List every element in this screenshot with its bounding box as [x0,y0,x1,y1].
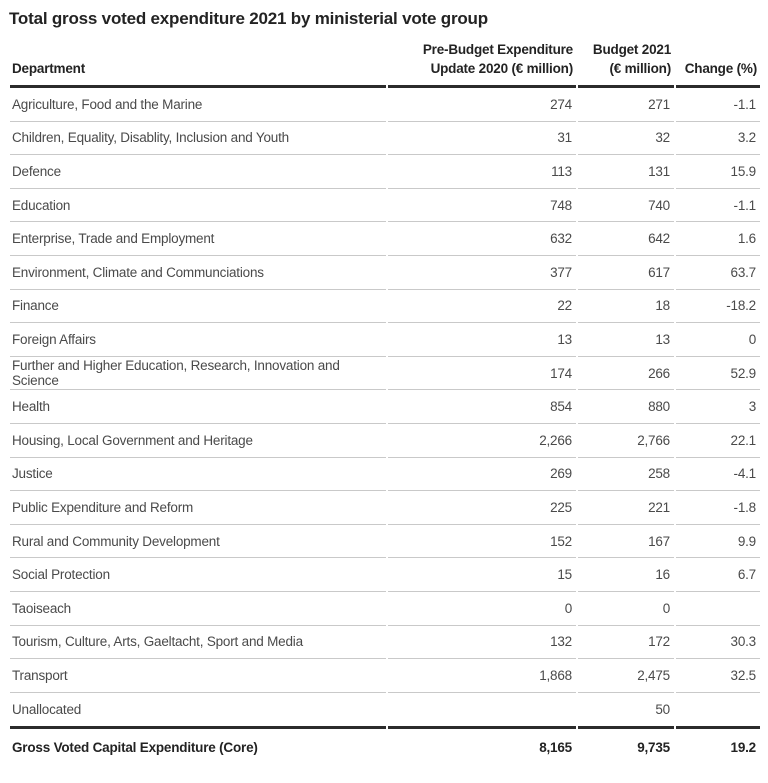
table-row [10,357,760,391]
total-budget-value: 9,735 [578,726,674,767]
budget-cell: 642 [578,222,674,256]
change-cell: -1.1 [676,88,760,122]
department-cell: Foreign Affairs [10,323,386,357]
pre-budget-cell: 274 [388,88,576,122]
table-row [10,424,760,458]
col-header-budget [578,36,674,88]
department-cell: Environment, Climate and Communciations [10,256,386,290]
budget-cell: 0 [578,592,674,626]
change-cell: 22.1 [676,424,760,458]
table-row [10,290,760,324]
table-row [10,323,760,357]
change-cell: 3.2 [676,122,760,156]
total-label: Gross Voted Capital Expenditure (Core) [10,726,386,767]
budget-cell: 172 [578,626,674,660]
department-cell: Education [10,189,386,223]
budget-cell: 266 [578,357,674,391]
table-row [10,693,760,727]
pre-budget-cell: 15 [388,558,576,592]
budget-cell: 131 [578,155,674,189]
pre-budget-cell: 22 [388,290,576,324]
pre-budget-cell: 113 [388,155,576,189]
department-cell: Public Expenditure and Reform [10,491,386,525]
pre-budget-cell [388,693,576,727]
change-cell: 1.6 [676,222,760,256]
table-row [10,558,760,592]
change-cell: -18.2 [676,290,760,324]
table-row [10,155,760,189]
change-cell: 63.7 [676,256,760,290]
table-row [10,659,760,693]
budget-cell: 32 [578,122,674,156]
department-cell: Social Protection [10,558,386,592]
col-header-budget-line1: Budget 2021 [592,42,671,57]
col-header-pre-budget-line2: Update 2020 (€ million) [430,61,573,76]
col-header-pre-budget-line1: Pre-Budget Expenditure [422,42,573,57]
table-row [10,458,760,492]
department-cell: Health [10,390,386,424]
pre-budget-cell: 13 [388,323,576,357]
budget-cell: 258 [578,458,674,492]
total-pre-budget-value: 8,165 [388,726,576,767]
table-row [10,189,760,223]
budget-cell: 2,766 [578,424,674,458]
budget-cell: 13 [578,323,674,357]
table-row [10,592,760,626]
budget-cell: 167 [578,525,674,559]
table-row [10,122,760,156]
department-cell: Justice [10,458,386,492]
change-cell: 15.9 [676,155,760,189]
pre-budget-cell: 152 [388,525,576,559]
pre-budget-cell: 132 [388,626,576,660]
pre-budget-cell: 174 [388,357,576,391]
budget-cell: 271 [578,88,674,122]
table-row [10,222,760,256]
col-header-change-label: Change (%) [684,61,757,76]
department-cell: Finance [10,290,386,324]
total-row [10,726,760,767]
table-row [10,626,760,660]
table-row [10,88,760,122]
pre-budget-cell: 1,868 [388,659,576,693]
budget-cell: 16 [578,558,674,592]
page-title: Total gross voted expenditure 2021 by ministerial vote group [9,9,488,28]
pre-budget-cell: 854 [388,390,576,424]
change-cell: -1.8 [676,491,760,525]
change-cell: 52.9 [676,357,760,391]
change-cell: 3 [676,390,760,424]
table-row [10,491,760,525]
pre-budget-cell: 377 [388,256,576,290]
change-cell [676,693,760,727]
expenditure-table [8,36,762,767]
pre-budget-cell: 0 [388,592,576,626]
change-cell: 9.9 [676,525,760,559]
table-footer [10,726,760,767]
change-cell: 30.3 [676,626,760,660]
pre-budget-cell: 632 [388,222,576,256]
table-row [10,525,760,559]
department-cell: Transport [10,659,386,693]
table-row [10,256,760,290]
pre-budget-cell: 225 [388,491,576,525]
change-cell: 32.5 [676,659,760,693]
budget-cell: 50 [655,701,670,717]
budget-cell: 18 [578,290,674,324]
pre-budget-cell: 748 [388,189,576,223]
table-header [10,36,760,88]
budget-cell: 617 [578,256,674,290]
col-header-change [676,36,760,88]
col-header-budget-line2: (€ million) [609,61,671,76]
change-cell: -1.1 [676,189,760,223]
department-cell: Enterprise, Trade and Employment [10,222,386,256]
change-cell: 6.7 [676,558,760,592]
department-cell: Unallocated [12,701,82,717]
department-cell: Children, Equality, Disablity, Inclusion and Youth [10,122,386,156]
department-cell: Defence [10,155,386,189]
department-cell: Rural and Community Development [10,525,386,559]
pre-budget-cell: 31 [388,122,576,156]
total-change-value: 19.2 [676,726,760,767]
budget-cell: 221 [578,491,674,525]
col-header-department [10,36,386,88]
department-cell: Housing, Local Government and Heritage [10,424,386,458]
budget-cell: 740 [578,189,674,223]
pre-budget-cell: 2,266 [388,424,576,458]
header-row [10,36,760,88]
change-cell: 0 [676,323,760,357]
department-cell: Further and Higher Education, Research, Innovation and Science [10,357,386,391]
table-body [10,88,760,726]
change-cell [676,592,760,626]
department-cell: Agriculture, Food and the Marine [10,88,386,122]
budget-cell: 2,475 [578,659,674,693]
col-header-department-label: Department [12,61,86,76]
budget-cell: 880 [578,390,674,424]
change-cell: -4.1 [676,458,760,492]
department-cell: Taoiseach [10,592,386,626]
department-cell: Tourism, Culture, Arts, Gaeltacht, Sport and Media [10,626,386,660]
pre-budget-cell: 269 [388,458,576,492]
table-row [10,390,760,424]
col-header-pre-budget [388,36,576,88]
